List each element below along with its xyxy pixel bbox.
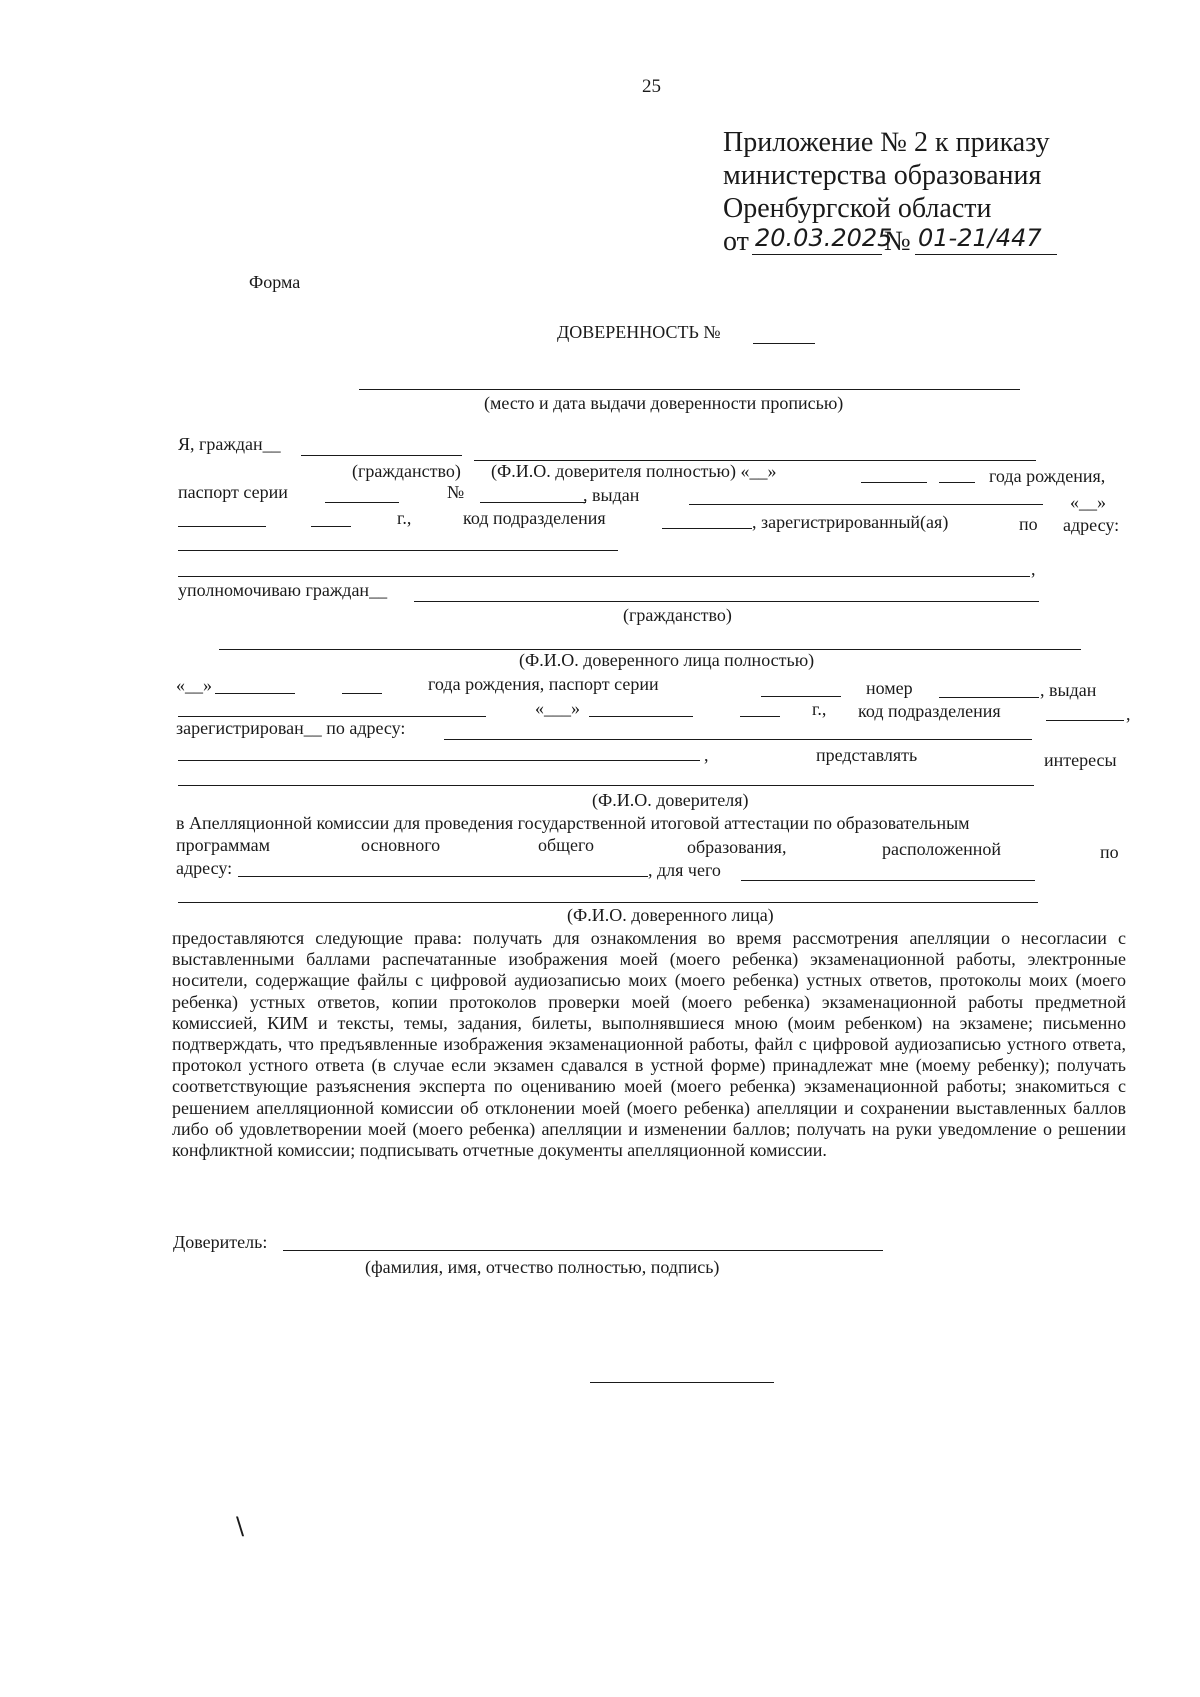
proxy-issued-label: , выдан bbox=[1040, 680, 1097, 700]
proxy-registered-label: зарегистрирован__ по адресу: bbox=[176, 718, 406, 738]
birth-month-blank bbox=[861, 482, 927, 483]
passport-series-label: паспорт серии bbox=[178, 482, 288, 502]
citizenship-caption-1: (гражданство) bbox=[352, 461, 461, 481]
page-number: 25 bbox=[642, 76, 661, 97]
annex-number-sign: № bbox=[884, 226, 911, 257]
passport-number-sign: № bbox=[447, 482, 465, 502]
proxy-issue-month-blank bbox=[589, 716, 693, 717]
closing-rule bbox=[590, 1382, 774, 1383]
interests-label: интересы bbox=[1044, 750, 1117, 770]
principal-short-blank bbox=[178, 785, 1034, 786]
form-label: Форма bbox=[249, 272, 301, 292]
proxy-passport-series-blank bbox=[761, 696, 841, 697]
date-underline bbox=[752, 254, 882, 255]
registered-label: , зарегистрированный(ая) bbox=[752, 512, 949, 532]
proxy-number-label: номер bbox=[866, 678, 913, 698]
located-word: расположенной bbox=[882, 839, 1001, 859]
principal-sign-blank bbox=[283, 1250, 883, 1251]
passport-series-blank bbox=[325, 502, 399, 503]
address-comma: , bbox=[1031, 559, 1036, 579]
programs-word: программам bbox=[176, 835, 271, 855]
proxy-short-caption: (Ф.И.О. доверенного лица) bbox=[567, 905, 774, 925]
proxy-issue-year-blank bbox=[740, 716, 780, 717]
year-of-birth-label: года рождения, bbox=[989, 466, 1106, 486]
proxy-passport-number-blank bbox=[939, 697, 1039, 698]
po-word: по bbox=[1100, 842, 1119, 862]
rights-paragraph: предоставляются следующие права: получать для ознакомления во время рассмотрения апелляции о несогласии с выставленными баллами распечатанные изображения моей (моего ребенка) экзаменационной работы, электронные носители, содержащие файлы с цифровой аудиозаписью моих (моего ребенка) устных ответов, протоколы моих (моего ребенка) устных ответов, копии протоколов проверки моей (моего ребенка) экзаменационной работы предметной комиссией, КИМ и тексты, темы, задания, билеты, выполнявшиеся мною (моим ребенком) на экзамене; письменно подтверждать, что предъявленные изображения экзаменационной работы, файл с цифровой аудиозаписью устного ответа, протокол устного ответа (в случае если экзамен сдавался в устной форме) принадлежат мне (моему ребенку); получать соответствующие разъяснения эксперта по оцениванию моей (моего ребенка) экзаменационной работы; знакомиться с решением апелляционной комиссии об отклонении моей (моего ребенка) апелляции и сохранении выставленных баллов либо об удовлетворении моей (моего ребенка) апелляции и изменении баллов; получать на руки уведомление о решении конфликтной комиссии; подписывать отчетные документы апелляционной комиссии. bbox=[172, 928, 1126, 1161]
proxy-address-blank-1 bbox=[444, 739, 1032, 740]
annex-line-3: Оренбургской области bbox=[723, 193, 992, 224]
proxy-address-blank-2 bbox=[178, 760, 700, 761]
citizenship-blank-1 bbox=[301, 455, 462, 456]
annex-from-prefix: от bbox=[723, 226, 749, 257]
title-number-blank bbox=[753, 343, 815, 344]
address-label: адресу: bbox=[1063, 515, 1120, 535]
proxy-birth-year-blank bbox=[342, 693, 382, 694]
issued-label: , выдан bbox=[583, 485, 640, 505]
basic-word: основного bbox=[361, 835, 441, 855]
issue-date-quote: «__» bbox=[1070, 492, 1106, 512]
document-title: ДОВЕРЕННОСТЬ № bbox=[557, 322, 721, 342]
proxy-fio-caption: (Ф.И.О. доверенного лица полностью) bbox=[519, 650, 815, 670]
citizenship-caption-2: (гражданство) bbox=[623, 605, 732, 625]
annex-order-number-handwritten: 01-21/447 bbox=[918, 224, 1042, 252]
issue-month-blank bbox=[178, 526, 266, 527]
year-g-label: г., bbox=[397, 508, 412, 528]
proxy-dept-comma: , bbox=[1126, 704, 1131, 724]
for-what-blank bbox=[741, 880, 1035, 881]
proxy-birth-month-blank bbox=[215, 693, 295, 694]
signature-caption: (фамилия, имя, отчество полностью, подпись) bbox=[365, 1257, 720, 1277]
order-number-underline bbox=[915, 254, 1057, 255]
proxy-dept-code-label: код подразделения bbox=[858, 701, 1001, 721]
passport-number-blank bbox=[480, 502, 586, 503]
birth-year-blank bbox=[939, 482, 975, 483]
proxy-address-comma: , bbox=[704, 745, 709, 765]
annex-date-handwritten: 20.03.2025 bbox=[755, 224, 893, 252]
principal-sign-label: Доверитель: bbox=[173, 1232, 268, 1252]
proxy-g-label: г., bbox=[812, 699, 827, 719]
education-word: образования, bbox=[687, 837, 787, 857]
place-date-blank bbox=[359, 389, 1020, 390]
proxy-year-birth-passport-label: года рождения, паспорт серии bbox=[428, 674, 659, 694]
annex-line-2: министерства образования bbox=[723, 160, 1042, 191]
stray-mark: \ bbox=[236, 1512, 245, 1540]
place-date-caption: (место и дата выдачи доверенности прописью) bbox=[484, 393, 844, 413]
represent-label: представлять bbox=[816, 745, 918, 765]
dept-code-label: код подразделения bbox=[463, 508, 606, 528]
for-what-label: , для чего bbox=[648, 860, 721, 880]
empower-label: уполномочиваю граждан__ bbox=[178, 580, 388, 600]
proxy-birth-quote: «__» bbox=[176, 675, 212, 695]
issue-year-blank bbox=[311, 526, 351, 527]
address-blank-2 bbox=[178, 576, 1030, 577]
address-blank-1 bbox=[178, 550, 618, 551]
i-citizen-label: Я, граждан__ bbox=[178, 434, 281, 454]
po-label: по bbox=[1019, 514, 1038, 534]
commission-address-blank bbox=[238, 876, 648, 877]
principal-short-caption: (Ф.И.О. доверителя) bbox=[592, 790, 749, 810]
dept-code-blank bbox=[662, 528, 752, 529]
general-word: общего bbox=[538, 835, 594, 855]
appeal-commission-text: в Апелляционной комиссии для проведения государственной итоговой аттестации по образовательным bbox=[176, 813, 970, 833]
proxy-short-blank bbox=[178, 902, 1038, 903]
commission-address-label: адресу: bbox=[176, 858, 233, 878]
proxy-issue-date-quote: «___» bbox=[535, 698, 580, 718]
annex-line-1: Приложение № 2 к приказу bbox=[723, 127, 1050, 158]
proxy-citizenship-blank bbox=[414, 601, 1039, 602]
issued-by-blank bbox=[689, 504, 1043, 505]
proxy-dept-code-blank bbox=[1046, 720, 1124, 721]
principal-fio-caption: (Ф.И.О. доверителя полностью) «__» bbox=[491, 461, 777, 481]
